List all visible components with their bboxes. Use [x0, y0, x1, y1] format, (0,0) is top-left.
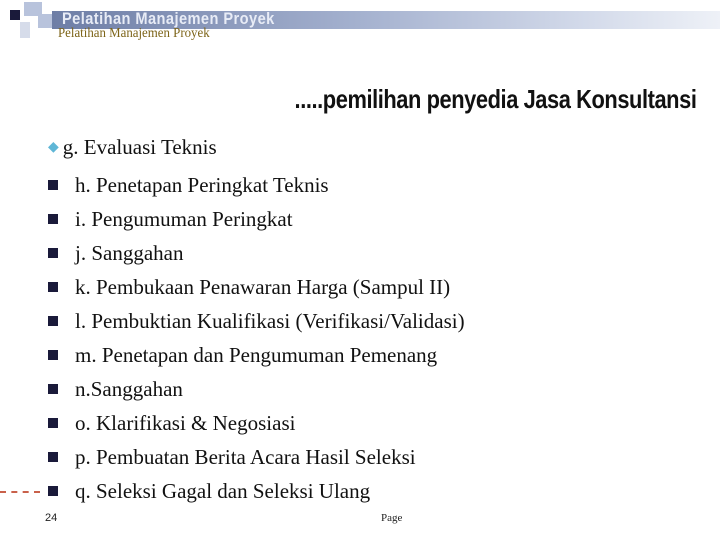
page-label: Page — [381, 512, 403, 524]
bullet-list — [48, 168, 465, 508]
list-item-label: j. Sanggahan — [75, 241, 184, 265]
square-bullet-icon — [48, 350, 58, 360]
header-decoration — [0, 0, 60, 40]
list-item-label: n.Sanggahan — [75, 377, 183, 401]
list-item-label: p. Pembuatan Berita Acara Hasil Seleksi — [75, 445, 416, 469]
list-item — [48, 474, 465, 508]
list-item-label: k. Pembukaan Penawaran Harga (Sampul II) — [75, 275, 451, 299]
square-bullet-icon — [48, 214, 58, 224]
sub-item — [48, 135, 217, 160]
sub-item-label: g. Evaluasi Teknis — [62, 135, 217, 159]
list-item — [48, 440, 465, 474]
list-item-label: l. Pembuktian Kualifikasi (Verifikasi/Validasi) — [75, 309, 465, 333]
list-item — [48, 270, 465, 304]
list-item — [48, 236, 465, 270]
list-item — [48, 338, 465, 372]
square-bullet-icon — [48, 486, 58, 496]
list-item-label: i. Pengumuman Peringkat — [75, 207, 293, 231]
header-title: Pelatihan Manajemen Proyek — [62, 9, 275, 28]
list-item — [48, 202, 465, 236]
list-item — [48, 372, 465, 406]
slide-title: .....pemilihan penyedia Jasa Konsultansi — [294, 84, 696, 114]
header-title-shadow: Pelatihan Manajemen Proyek — [58, 26, 210, 41]
list-item-label: h. Penetapan Peringkat Teknis — [75, 173, 329, 197]
list-item — [48, 168, 465, 202]
decor-square — [38, 14, 52, 28]
square-bullet-icon — [48, 316, 58, 326]
square-bullet-icon — [48, 384, 58, 394]
diamond-bullet-icon: ◆ — [48, 140, 59, 155]
square-bullet-icon — [48, 418, 58, 428]
list-item-label: q. Seleksi Gagal dan Seleksi Ulang — [75, 479, 371, 503]
list-item — [48, 406, 465, 440]
square-bullet-icon — [48, 180, 58, 190]
list-item-label: m. Penetapan dan Pengumuman Pemenang — [75, 343, 438, 367]
footer-dash-line — [0, 491, 40, 493]
list-item — [48, 304, 465, 338]
decor-square — [20, 22, 30, 38]
page-number: 24 — [45, 512, 58, 524]
square-bullet-icon — [48, 282, 58, 292]
list-item-label: o. Klarifikasi & Negosiasi — [75, 411, 296, 435]
square-bullet-icon — [48, 452, 58, 462]
square-bullet-icon — [48, 248, 58, 258]
dark-square-icon — [10, 10, 20, 20]
